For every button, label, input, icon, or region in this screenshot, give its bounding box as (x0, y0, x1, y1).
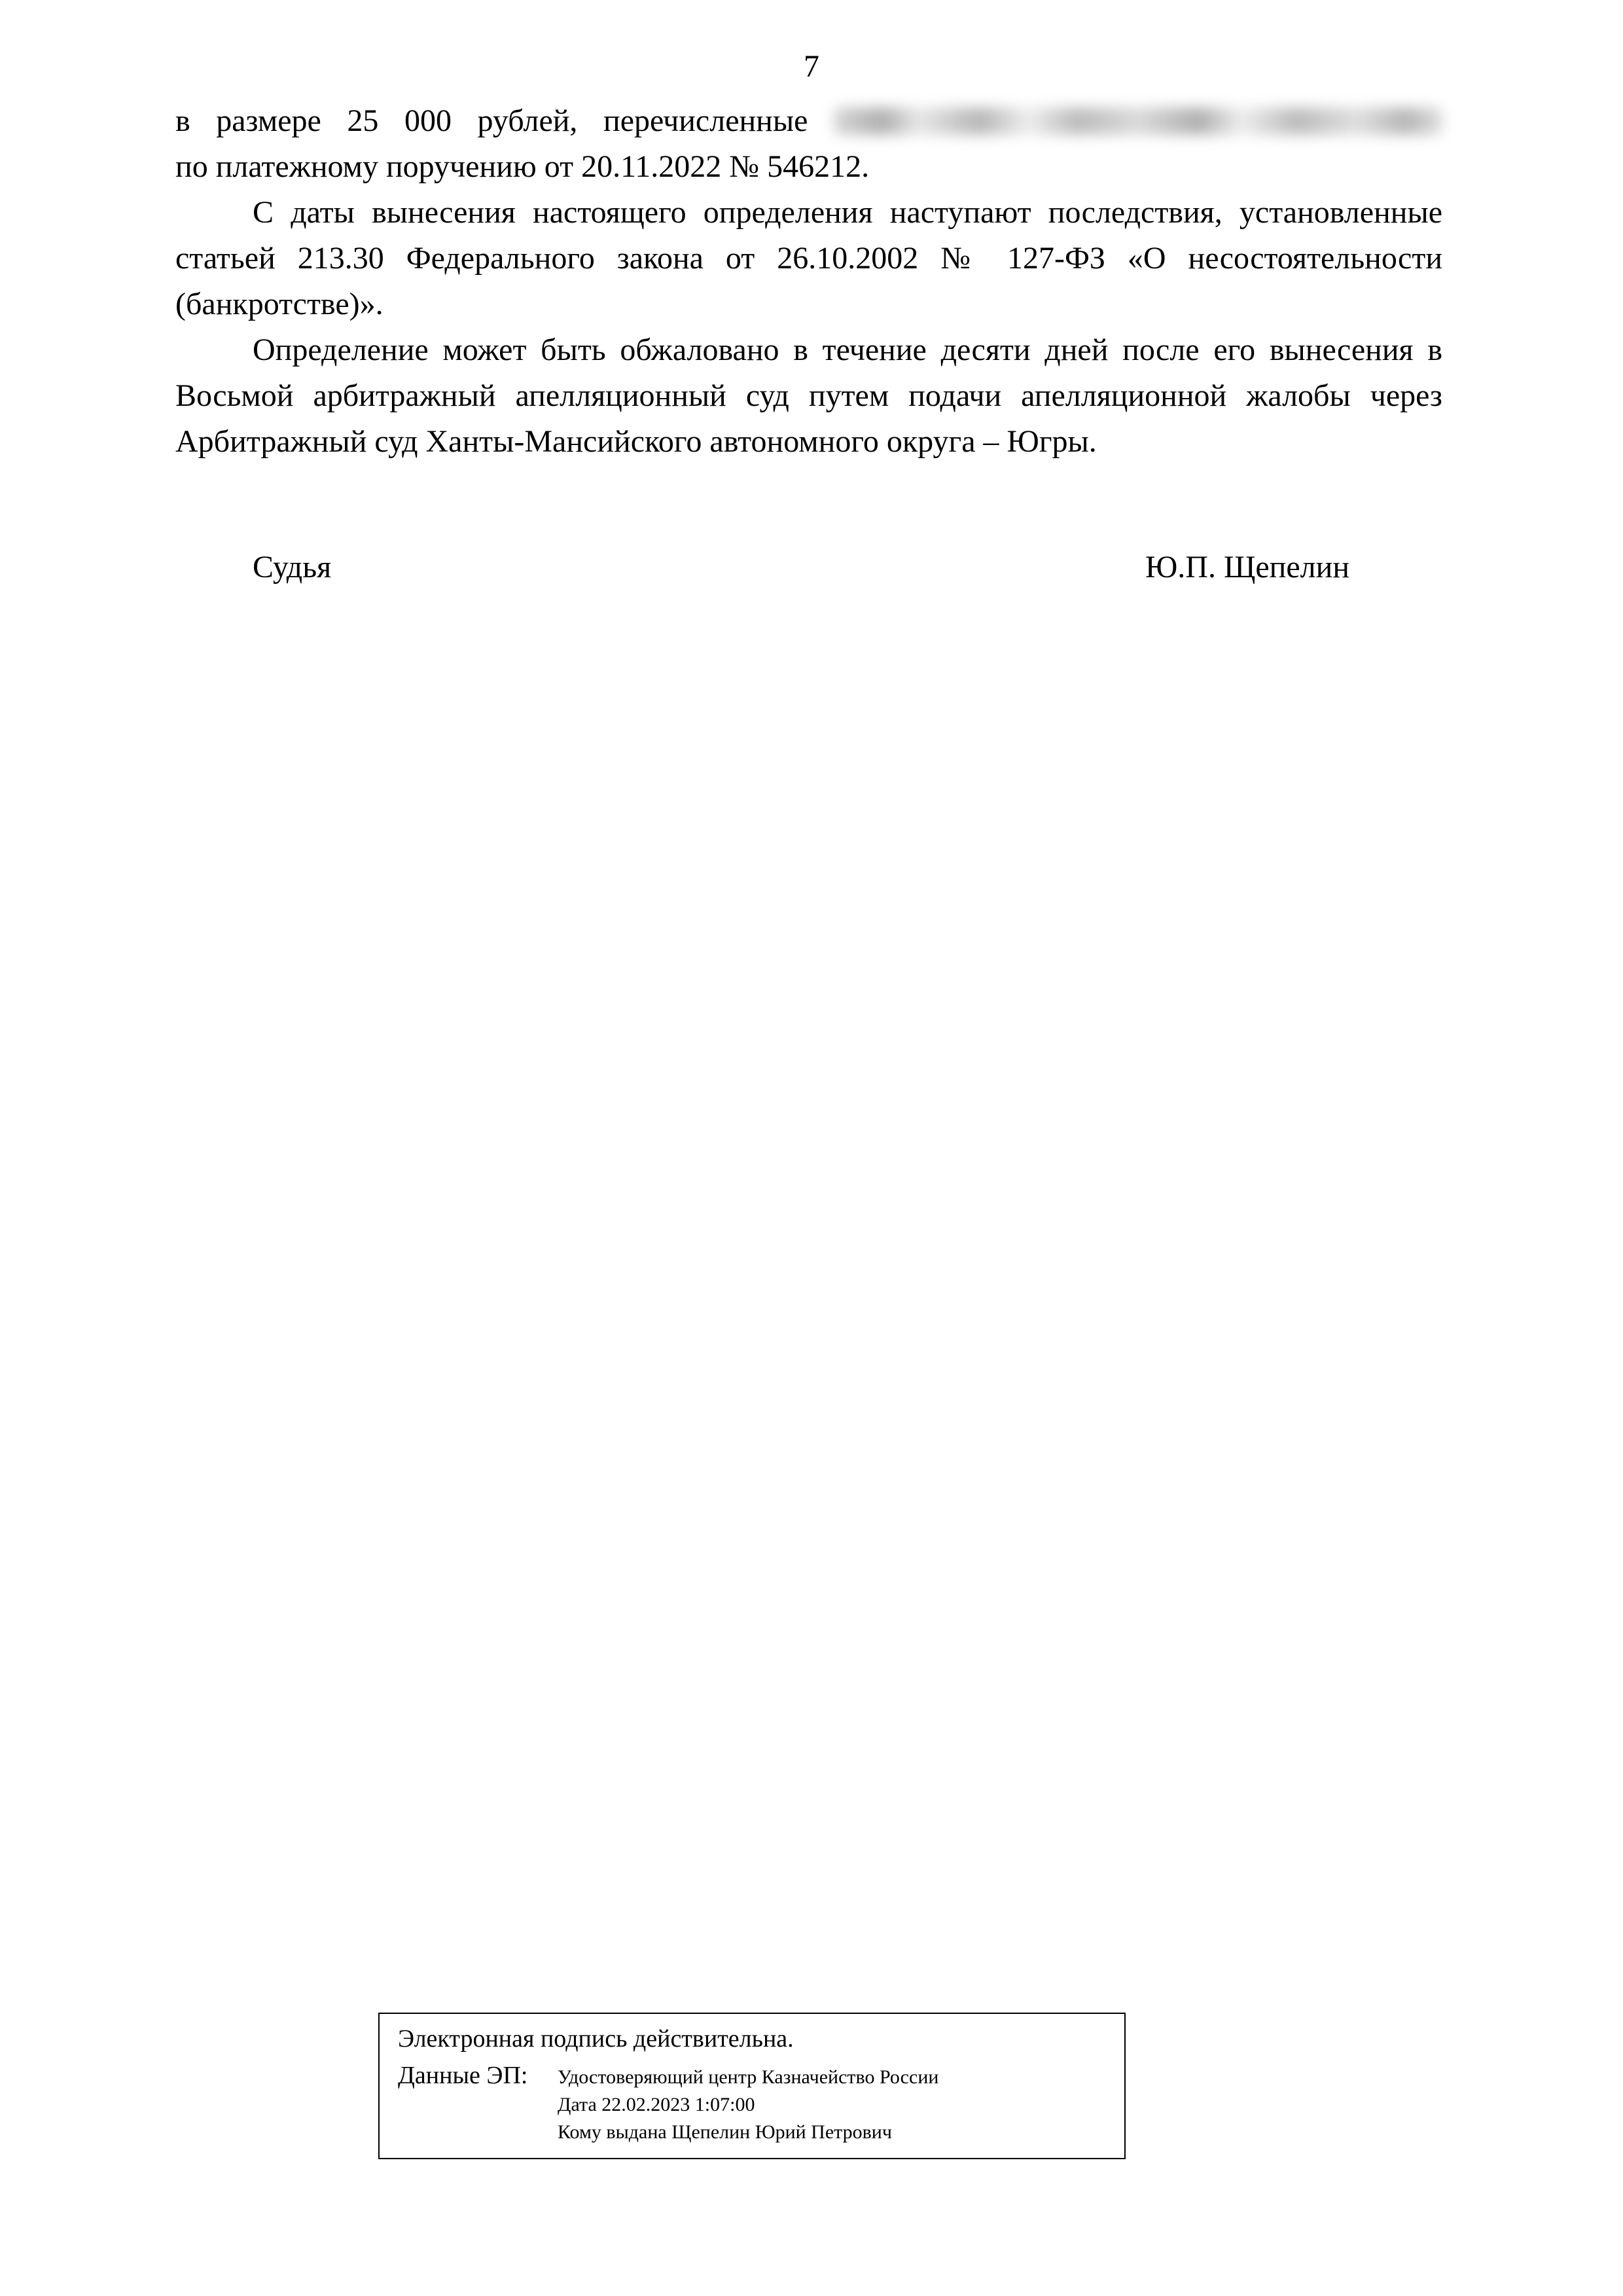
document-body (175, 98, 1442, 465)
electronic-signature-stamp (378, 2013, 1126, 2159)
judge-role: Судья (253, 550, 332, 584)
redacted-name (834, 107, 1442, 135)
e-signature-date: Дата 22.02.2023 1:07:00 (558, 2094, 755, 2115)
paragraph-consequences: С даты вынесения настоящего определения наступают последствия, установленные статьей 213.30 Федерального закона от 26.10.2002 № 127-ФЗ «О несостоятельности (банкротстве)». (175, 195, 1442, 321)
e-signature-label: Данные ЭП: (398, 2062, 528, 2089)
e-signature-issued-to: Кому выдана Щепелин Юрий Петрович (558, 2121, 892, 2143)
page-number: 7 (804, 49, 819, 84)
e-signature-title: Электронная подпись действительна. (398, 2025, 794, 2053)
e-signature-details (558, 2064, 938, 2146)
paragraph-payment-order: по платежному поручению от 20.11.2022 № 546212. (175, 149, 870, 184)
paragraph-payment (175, 98, 1442, 144)
paragraph-appeal: Определение может быть обжаловано в течение десяти дней после его вынесения в Восьмой арбитражный апелляционный суд путем подачи апелляционной жалобы через Арбитражный суд Ханты-Мансийского автономного округа – Югры. (175, 332, 1442, 459)
signature-line (253, 545, 1349, 590)
e-signature-issuer: Удостоверяющий центр Казначейство России (558, 2066, 939, 2088)
judge-name: Ю.П. Щепелин (1145, 550, 1349, 584)
payment-text-lead: в размере 25 000 рублей, перечисленные (175, 103, 808, 138)
